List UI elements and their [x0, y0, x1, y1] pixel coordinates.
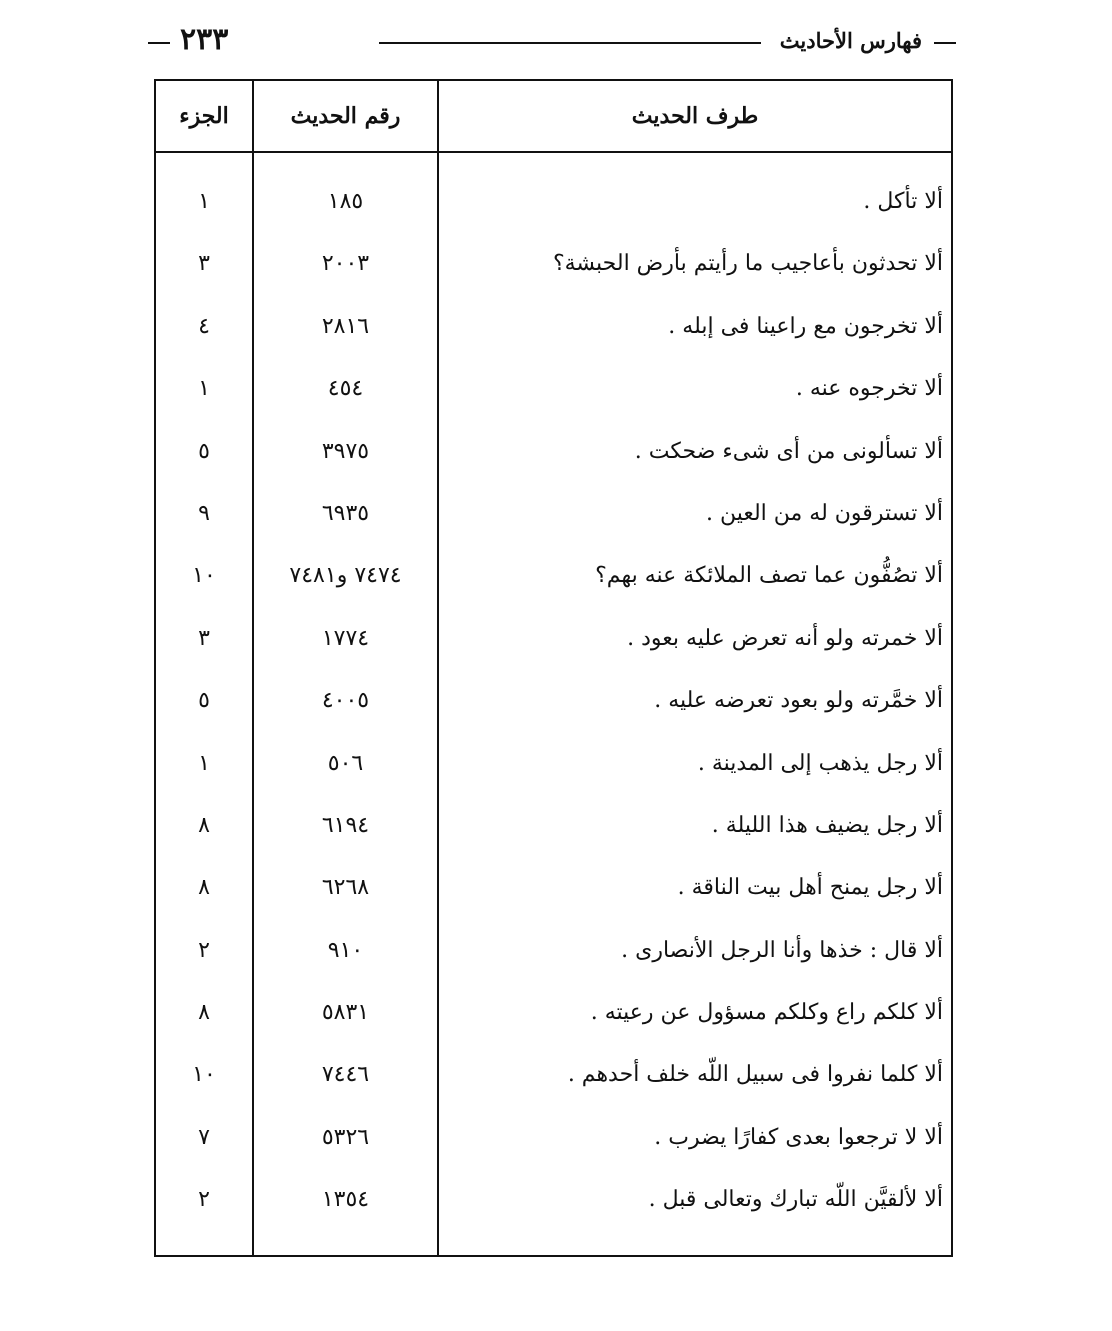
section-title: فهارس الأحاديث [779, 28, 922, 53]
hadith-number: ١٧٧٤ [321, 625, 370, 651]
hadith-text: ألا تسترقون له من العين . [705, 500, 943, 526]
hadith-number: ٤٠٠٥ [321, 688, 370, 714]
volume-number: ٨ [198, 1000, 210, 1026]
table-row [156, 483, 951, 545]
hadith-number: ٩١٠ [327, 937, 364, 963]
header-rule-middle [379, 42, 761, 44]
hadith-text: ألا لألقيَّن اللّه تبارك وتعالى قبل . [648, 1187, 943, 1213]
table-row [156, 421, 951, 483]
hadith-text: ألا رجل يذهب إلى المدينة . [697, 750, 943, 776]
hadith-text: ألا تأكل . [863, 189, 943, 214]
hadith-number: ٥٨٣١ [321, 1000, 370, 1026]
table-row [156, 670, 951, 732]
hadith-text: ألا كلما نفروا فى سبيل اللّه خلف أحدهم . [567, 1062, 943, 1088]
page-number: ٢٣٣ [180, 22, 229, 57]
table-row [156, 608, 951, 670]
volume-number: ٥ [198, 688, 210, 714]
column-header-volume: الجزء [179, 103, 229, 129]
hadith-index-table [154, 79, 953, 1257]
volume-number: ٥ [198, 438, 210, 464]
column-header-hadith-text: طرف الحديث [631, 103, 759, 129]
table-header-rule [156, 151, 951, 153]
volume-number: ١ [198, 376, 210, 402]
table-row [156, 733, 951, 795]
volume-number: ١٠ [192, 563, 216, 589]
hadith-text: ألا خمَّرته ولو بعود تعرضه عليه . [654, 688, 943, 714]
hadith-text: ألا كلكم راع وكلكم مسؤول عن رعيته . [590, 1000, 943, 1026]
hadith-text: ألا تخرجون مع راعينا فى إبله . [668, 313, 943, 339]
column-header-hadith-number: رقم الحديث [290, 103, 401, 129]
hadith-number: ٥٣٢٦ [321, 1124, 370, 1150]
table-row [156, 982, 951, 1044]
hadith-number: ٢٠٠٣ [321, 251, 370, 277]
running-header [148, 22, 956, 62]
hadith-number: ٢٨١٦ [321, 313, 370, 339]
table-row [156, 1044, 951, 1106]
table-row [156, 545, 951, 607]
hadith-number: ٧٤٤٦ [321, 1062, 370, 1088]
hadith-number: ٥٠٦ [327, 750, 364, 776]
hadith-text: ألا تسألونى من أى شىء ضحكت . [634, 438, 943, 464]
hadith-number: ٧٤٧٤ و٧٤٨١ [289, 563, 402, 589]
volume-number: ١ [198, 189, 210, 214]
table-row [156, 296, 951, 358]
table-row [156, 1169, 951, 1231]
volume-number: ٣ [198, 625, 210, 651]
hadith-text: ألا تصُفُّون عما تصف الملائكة عنه بهم؟ [595, 563, 943, 589]
volume-number: ٧ [198, 1124, 210, 1150]
table-body [156, 171, 951, 1232]
hadith-text: ألا تخرجوه عنه . [795, 376, 943, 402]
table-row [156, 171, 951, 233]
volume-number: ٣ [198, 251, 210, 277]
volume-number: ١٠ [192, 1062, 216, 1088]
header-rule-right [934, 42, 956, 44]
hadith-text: ألا تحدثون بأعاجيب ما رأيتم بأرض الحبشة؟ [552, 251, 943, 277]
volume-number: ٩ [198, 500, 210, 526]
hadith-number: ١٣٥٤ [321, 1187, 370, 1213]
hadith-text: ألا رجل يمنح أهل بيت الناقة . [677, 875, 943, 901]
table-row [156, 358, 951, 420]
table-row [156, 857, 951, 919]
hadith-number: ٣٩٧٥ [321, 438, 370, 464]
table-row [156, 795, 951, 857]
hadith-number: ٦١٩٤ [321, 812, 370, 838]
hadith-number: ٤٥٤ [327, 376, 364, 402]
table-row [156, 920, 951, 982]
hadith-number: ٦٩٣٥ [321, 500, 370, 526]
volume-number: ٢ [198, 1187, 210, 1213]
volume-number: ٨ [198, 875, 210, 901]
hadith-number: ٦٢٦٨ [321, 875, 370, 901]
hadith-number: ١٨٥ [327, 189, 364, 214]
header-rule-left [148, 42, 170, 44]
table-row [156, 233, 951, 295]
table-row [156, 1107, 951, 1169]
volume-number: ٨ [198, 812, 210, 838]
volume-number: ٤ [198, 313, 210, 339]
hadith-text: ألا لا ترجعوا بعدى كفارًا يضرب . [654, 1124, 943, 1150]
hadith-text: ألا رجل يضيف هذا الليلة . [711, 812, 943, 838]
hadith-text: ألا خمرته ولو أنه تعرض عليه بعود . [627, 625, 943, 651]
volume-number: ٢ [198, 937, 210, 963]
volume-number: ١ [198, 750, 210, 776]
hadith-text: ألا قال : خذها وأنا الرجل الأنصارى . [621, 937, 943, 963]
